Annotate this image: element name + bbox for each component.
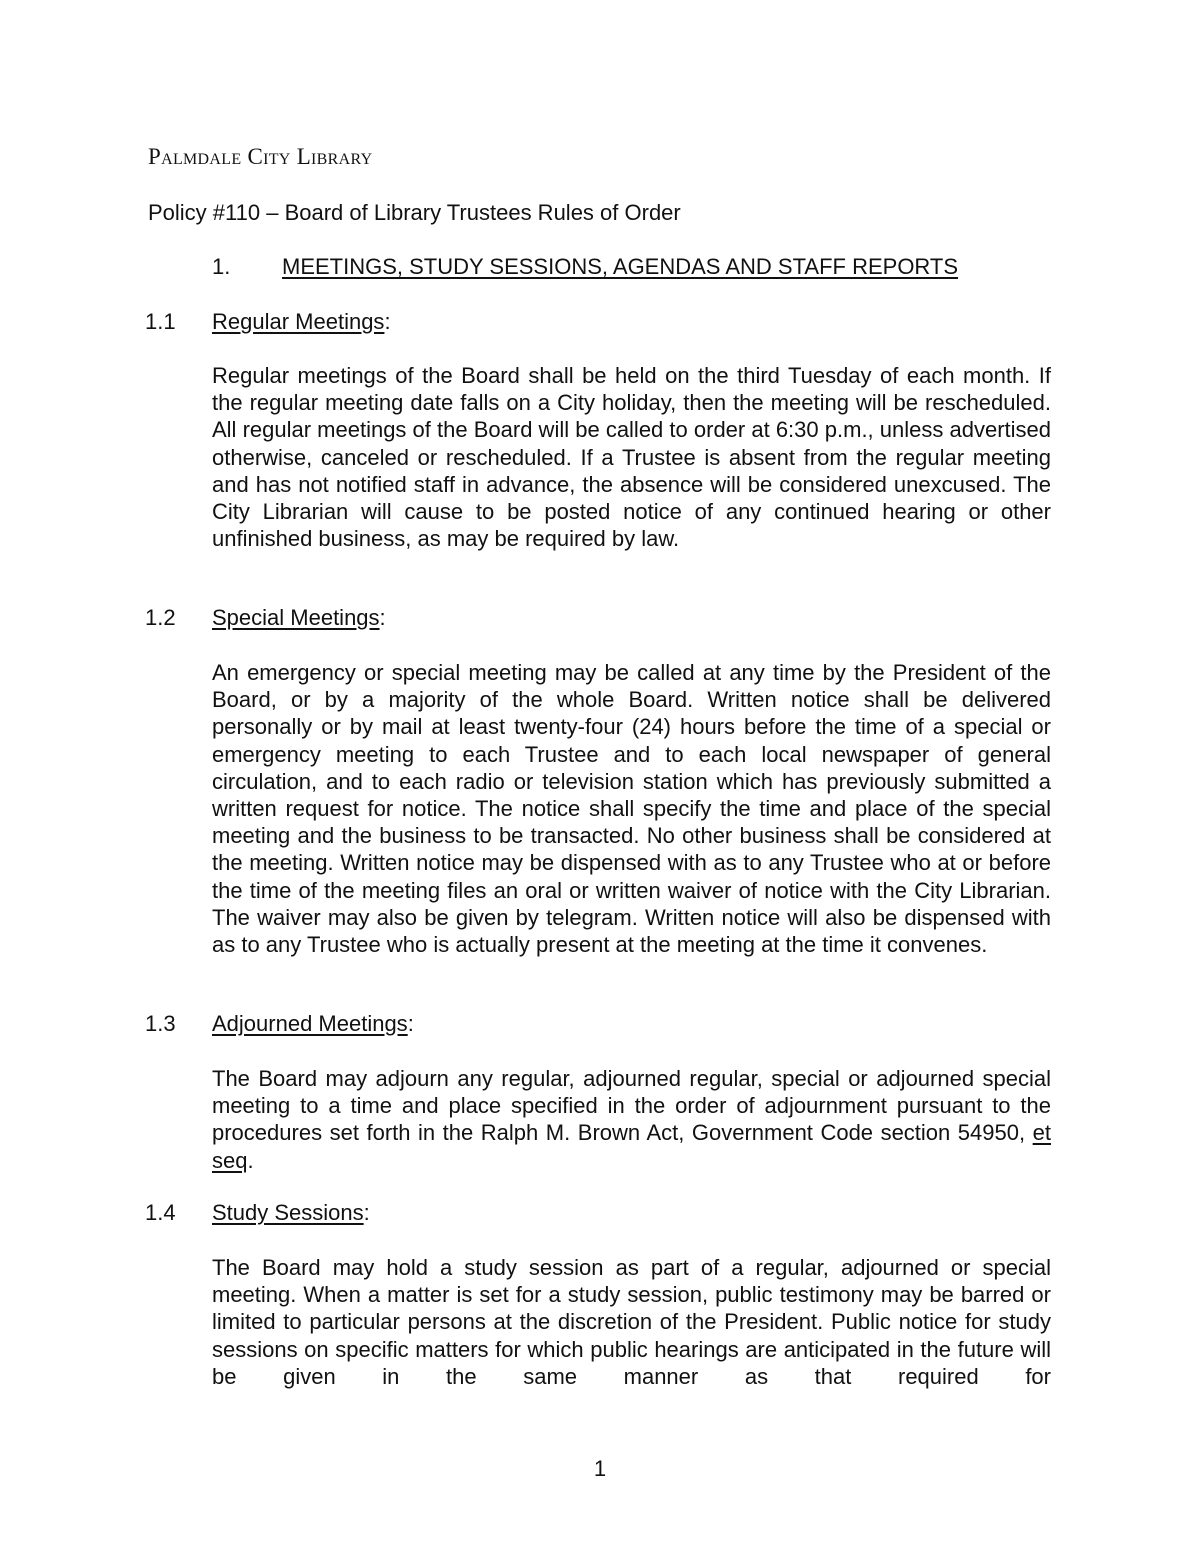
paragraph-end: . — [247, 1147, 254, 1173]
paragraph-text: The Board may adjourn any regular, adjourned regular, special or adjourned special meeting to a time and place specified in the order of adjournment pursuant to the procedures set forth in the Ralph M. Brown Act, Government Code section 54950, — [212, 1066, 1051, 1146]
paragraph-adjourned-meetings — [212, 1065, 1051, 1174]
subsection-number: 1.2 — [145, 605, 176, 630]
subsection-label: Special Meetings — [212, 605, 380, 630]
subsection-number: 1.4 — [145, 1200, 176, 1225]
subsection-heading-regular-meetings — [145, 309, 1055, 335]
section-title: MEETINGS, STUDY SESSIONS, AGENDAS AND STAFF REPORTS — [282, 254, 959, 279]
label-colon: : — [379, 605, 386, 630]
subsection-heading-special-meetings — [145, 605, 1055, 631]
section-heading — [212, 254, 1052, 280]
subsection-number: 1.3 — [145, 1011, 176, 1036]
subsection-number: 1.1 — [145, 309, 176, 334]
label-colon: : — [407, 1011, 414, 1036]
section-number: 1. — [212, 254, 231, 279]
et-seq-citation: et seq — [212, 1120, 1051, 1173]
subsection-heading-study-sessions — [145, 1200, 1055, 1226]
paragraph-special-meetings: An emergency or special meeting may be called at any time by the President of the Board, or by a majority of the whole Board. Written notice shall be delivered personally or by mail at least twenty-four (24) hours before the time of a special or emergency meeting to each Trustee and to each local newspaper of general circulation, and to each radio or television station which has previously submitted a written request for notice. The notice shall specify the time and place of the special meeting and the business to be transacted. No other business shall be considered at the meeting. Written notice may be dispensed with as to any Trustee who at or before the time of the meeting files an oral or written waiver of notice with the City Librarian. The waiver may also be given by telegram. Written notice will also be dispensed with as to any Trustee who is actually present at the meeting at the time it convenes. — [212, 660, 1051, 958]
paragraph-regular-meetings: Regular meetings of the Board shall be held on the third Tuesday of each month. If the regular meeting date falls on a City holiday, then the meeting will be rescheduled. All regular meetings of the Board will be called to order at 6:30 p.m., unless advertised otherwise, canceled or rescheduled. If a Trustee is absent from the regular meeting and has not notified staff in advance, the absence will be considered unexcused. The City Librarian will cause to be posted notice of any continued hearing or other unfinished business, as may be required by law. — [212, 363, 1051, 552]
label-colon: : — [363, 1200, 370, 1225]
paragraph-study-sessions: The Board may hold a study session as part of a regular, adjourned or special meeting. When a matter is set for a study session, public testimony may be barred or limited to particular persons at the discretion of the President. Public notice for study sessions on specific matters for which public hearings are anticipated in the future will be given in the same manner as that required for — [212, 1255, 1051, 1389]
page-number: 1 — [593, 1456, 607, 1481]
library-header: Palmdale City Library — [148, 144, 373, 169]
label-colon: : — [384, 309, 391, 334]
subsection-label: Study Sessions — [212, 1200, 364, 1225]
subsection-label: Adjourned Meetings — [212, 1011, 408, 1036]
subsection-label: Regular Meetings — [212, 309, 385, 334]
subsection-heading-adjourned-meetings — [145, 1011, 1055, 1037]
policy-title: Policy #110 – Board of Library Trustees Rules of Order — [148, 200, 681, 225]
